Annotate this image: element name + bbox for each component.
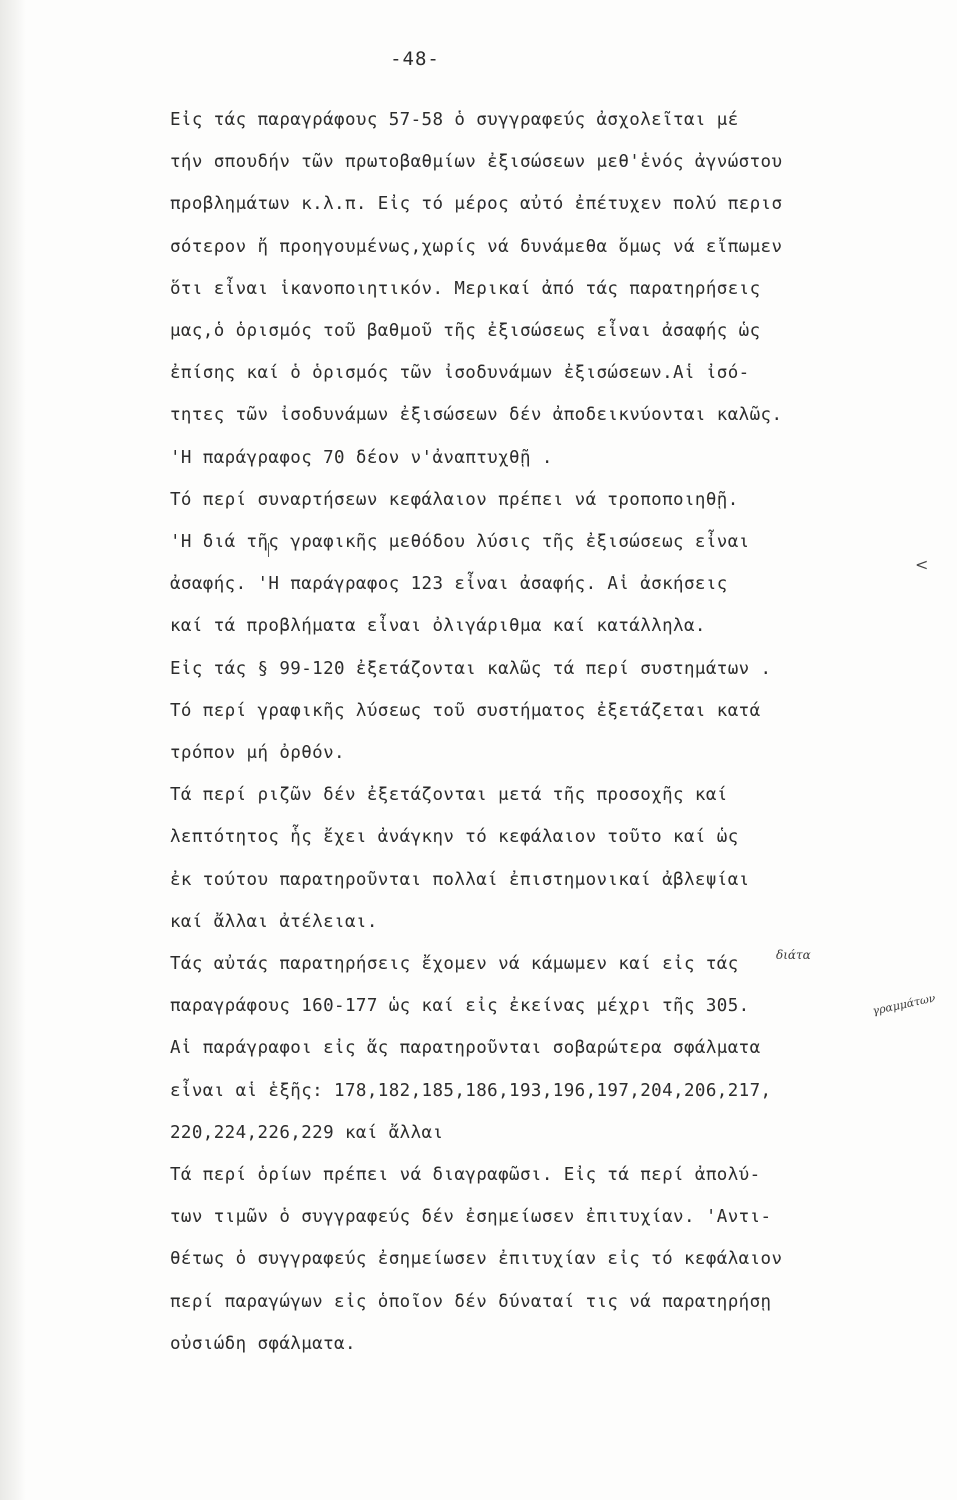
text-line: Εἰς τάς παραγράφους 57-58 ὁ συγγραφεύς ἀσχολεῖται μέ: [170, 110, 739, 130]
page-number: -48-: [390, 48, 440, 70]
text-line: μας,ὁ ὁρισμός τοῦ βαθμοῦ τῆς ἐξισώσεως εἶναι ἀσαφής ὡς: [170, 321, 761, 341]
text-line: τητες τῶν ἰσοδυνάμων ἐξισώσεων δέν ἀποδεικνύονται καλῶς.: [170, 405, 783, 425]
pencil-bracket-mark: [268, 543, 291, 557]
text-line: ἐπίσης καί ὁ ὁρισμός τῶν ἰσοδυνάμων ἐξισώσεων.Αἱ ἰσό-: [170, 363, 750, 383]
scan-edge-shadow: [0, 0, 26, 1500]
text-line: Τάς αὐτάς παρατηρήσεις ἔχομεν νά κάμωμεν καί εἰς τάς: [170, 954, 739, 974]
text-line: τήν σπουδήν τῶν πρωτοβαθμίων ἐξισώσεων μεθ'ἑνός ἀγνώστου: [170, 152, 783, 172]
text-line: καί τά προβλήματα εἶναι ὀλιγάριθμα καί κατάλληλα.: [170, 616, 706, 636]
text-line: ἐκ τούτου παρατηροῦνται πολλαί ἐπιστημονικαί ἀβλεψίαι: [170, 870, 750, 890]
text-line: ἀσαφής. 'Η παράγραφος 123 εἶναι ἀσαφής. Αἱ ἀσκήσεις: [170, 574, 728, 594]
text-line: παραγράφους 160-177 ὡς καί εἰς ἐκείνας μέχρι τῆς 305.: [170, 996, 750, 1016]
text-line: σότερον ἤ προηγουμένως,χωρίς νά δυνάμεθα ὅμως νά εἴπωμεν: [170, 237, 783, 257]
text-line: Τό περί συναρτήσεων κεφάλαιον πρέπει νά τροποποιηθῇ.: [170, 490, 739, 510]
text-line: Τά περί ριζῶν δέν ἐξετάζονται μετά τῆς προσοχῆς καί: [170, 785, 728, 805]
text-line: 'Η παράγραφος 70 δέον ν'ἀναπτυχθῇ .: [170, 448, 553, 468]
handwritten-note: γραμμάτων: [871, 991, 937, 1018]
handwritten-note: διάτα: [776, 948, 811, 962]
text-line: θέτως ὁ συγγραφεύς ἐσημείωσεν ἐπιτυχίαν εἰς τό κεφάλαιον: [170, 1249, 783, 1269]
text-line: των τιμῶν ὁ συγγραφεύς δέν ἐσημείωσεν ἐπιτυχίαν. 'Αντι-: [170, 1207, 772, 1227]
text-line: περί παραγώγων εἰς ὁποῖον δέν δύναταί τις νά παρατηρήσῃ: [170, 1292, 772, 1312]
text-line: Αἱ παράγραφοι εἰς ἅς παρατηροῦνται σοβαρώτερα σφάλματα: [170, 1038, 761, 1058]
text-line: 220,224,226,229 καί ἄλλαι: [170, 1123, 444, 1143]
text-line: καί ἄλλαι ἀτέλειαι.: [170, 912, 378, 932]
text-line: ὅτι εἶναι ἱκανοποιητικόν. Μερικαί ἀπό τάς παρατηρήσεις: [170, 279, 761, 299]
text-line: 'Η διά τῆς γραφικῆς μεθόδου λύσις τῆς ἐξισώσεως εἶναι: [170, 532, 750, 552]
text-line: οὐσιώδη σφάλματα.: [170, 1334, 356, 1354]
text-line: Τά περί ὁρίων πρέπει νά διαγραφῶσι. Εἰς τά περί ἀπολύ-: [170, 1165, 761, 1185]
text-line: Εἰς τάς § 99-120 ἐξετάζονται καλῶς τά περί συστημάτων .: [170, 659, 772, 679]
text-line: προβλημάτων κ.λ.π. Εἰς τό μέρος αὐτό ἐπέτυχεν πολύ περισ: [170, 194, 783, 214]
margin-mark: <: [915, 555, 929, 574]
text-line: Τό περί γραφικῆς λύσεως τοῦ συστήματος ἐξετάζεται κατά: [170, 701, 761, 721]
text-line: λεπτότητος ἧς ἔχει ἀνάγκην τό κεφάλαιον τοῦτο καί ὡς: [170, 827, 739, 847]
text-line: τρόπον μή ὀρθόν.: [170, 743, 345, 763]
text-line: εἶναι αἱ ἑξῆς: 178,182,185,186,193,196,197,204,206,217,: [170, 1081, 772, 1101]
